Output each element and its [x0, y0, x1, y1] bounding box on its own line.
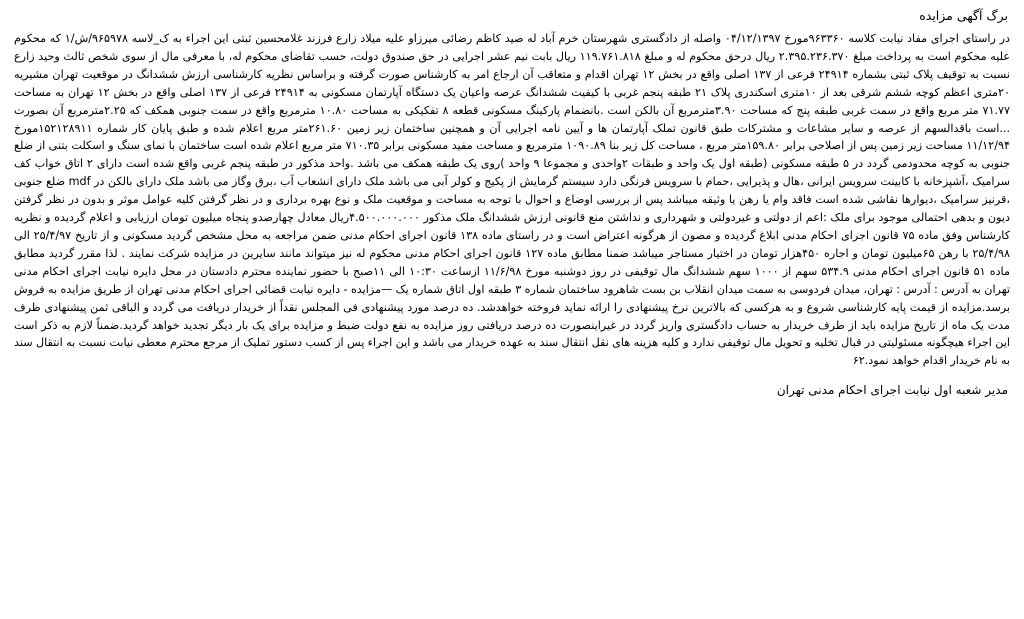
signature-line: مدیر شعبه اول نیابت اجرای احکام مدنی تهران [776, 383, 1008, 398]
notice-title: برگ آگهی مزایده [919, 8, 1008, 23]
notice-body-text: در راستای اجرای مفاد نیابت کلاسه ۹۶۳۳۶۰مورخ ۰۴/۱۲/۱۳۹۷ واصله از دادگستری شهرستان خرم آباد له صید کاظم رضائی میرزاو علیه میلاد زارع فرزند غلامحسین ثبتی این اجراء به ک_لاسه ۹۶۵۹۷۸/ش/۱ که محکوم علیه محکوم است به پرداخت مبلغ ۲.۳۹۵.۲۳۶.۳۷۰ ریال درحق محکوم له و مبلغ ۱۱۹.۷۶۱.۸۱۸ ریال بابت نیم عشر اجرایی در حق صندوق دولت، حسب تقاضای محکوم له، با معرفی مال از سوی شخص ثالث وحید زارع نسبت به توقیف پلاک ثبتی بشماره ۲۴۹۱۴ فرعی از ۱۳۷ اصلی واقع در بخش ۱۲ تهران اقدام و متعاقب آن ارجاع امر به کارشناس صورت گرفته و براساس نظریه کارشناسی ارزش ششدانگ در موقعیت تهران مشیریه ۲۰متری اعظم کوچه ششم شرقی بعد از ۱۰متری اسکندری پلاک ۲۱ طبقه پنجم غربی با کیفیت ششدانگ عرصه واعیان یک دستگاه آپارتمان مسکونی به ۲۴۹۱۴ فرعی از ۱۳۷ اصلی واقع در بخش ۱۲ تهران به مساحت ۷۱.۷۷ متر مربع واقع در سمت غربی طبقه پنج که مساحت ۳.۹۰مترمربع آن بالکن است .بانضمام پارکینگ مسکونی قطعه ۸ تفکیکی به مساحت ۱۰.۸۰ مترمربع واقع در سمت جنوبی همکف که ۲.۲۵مترمربع آن بصورت ...است باقدالسهم از عرصه و سایر مشاعات و مشترکات طبق قانون تملک آپارتمان ها و آیین نامه اجرایی آن و همچنین ساختمان زیر زمین ۲۶۱.۶۰متر مربع اعلام شده و طبق پایان کار شماره ۱۵۲۱۲۸۹۱۱مورخ ۱۱/۱۲/۹۴ مساحت زیر زمین پس از اصلاحی برابر ۱۵۹.۸۰متر مربع ، مساحت کل زیر بنا ۱۰۹۰.۸۹ مترمربع و مساحت مفید مسکونی برابر ۷۱۰.۳۵ متر مربع اعلام شده است ساختمان با نمای سنگ و اسکلت بتنی از ضلع جنوبی به کوچه محدودمی گردد در ۵ طبقه مسکونی (طبقه اول یک واحد و طبقات ۲واحدی و مجموعا ۹ واحد )روی یک طبقه همکف می باشد .واحد مذکور در طبقه پنجم غربی واقع شده است دارای ۲ اتاق خواب کف سرامیک ،آشپزخانه با کابینت سرویس ایرانی ،هال و پذیرایی ،حمام با سرویس فرنگی دارد سیستم گرمایش از پکیج و کولر آبی می باشد ملک دارای انشعاب آب ،برق وگاز می باشد ملک دارای بالکن در mdf ضلع جنوبی ،قرنیز سرامیک ،دیوارها نقاشی شده است فاقد وام یا رهن یا وثیقه میباشد پس از بررسی اوضاع و احوال با توجه به مساحت و موقعیت ملک و نوع بهره برداری و در نظر گرفتن کلیه عوامل موثر و بدون در نظر گرفتن دیون و بدهی احتمالی موجود برای ملک :اعم از دولتی و غیردولتی و شهرداری و نداشتن منع قانونی ارزش ششدانگ ملک مذکور ۴.۵۰۰.۰۰۰.۰۰۰ریال معادل چهارصدو پنجاه میلیون تومان ارزیابی و اعلام گردیده و نظریه کارشناس وفق ماده ۷۵ قانون اجرای احکام مدنی ابلاغ گردیده و مصون از هرگونه اعتراض است و در راستای ماده ۱۳۸ قانون اجرای احکام مدنی ضمن مراجعه به محل مشخص گردید مسکونی و از تاریخ ۲۵/۴/۹۷ الی ۲۵/۴/۹۸ با رهن ۶۵میلیون تومان و اجاره ۴۵۰هزار تومان در اختیار مستاجر میباشد ضمنا مطابق ماده ۱۲۷ قانون اجرای احکام مدنی محکوم له نیز میتواند مانند سایرین در مزایده شرکت نمایند . لذا مقرر گردید مطابق ماده ۵۱ قانون اجرای احکام مدنی ۵۳۴.۹ سهم از ۱۰۰۰ سهم ششدانگ مال توقیفی در روز دوشنبه مورخ ۱۱/۶/۹۸ ازساعت ۱۰:۳۰ الی ۱۱صبح با حضور نماینده محترم دادستان در محل دایره نیابت اجرای احکام مدنی تهران به آدرس : آدرس : تهران، میدان فردوسی به سمت میدان انقلاب بن بست شاهرود ساختمان شماره ۳ طبقه اول اتاق شماره یک —مزایده - دایره نیابت قضائی اجرای احکام مدنی تهران از طریق مزایده به فروش برسد.مزایده از قیمت پایه کارشناسی شروع و به هرکسی که بالاترین نرخ پیشنهادی را ارائه نماید فروخته خواهدشد. ده درصد مورد پیشنهادی فی المجلس نقداً از خریدار دریافت می گردد و الباقی ثمن پیشنهادی ظرف مدت یک ماه از تاریخ مزایده باید از طرف خریدار به حساب دادگستری واریز گردد در غیراینصورت ده درصد دریافتی روز مزایده به نفع دولت ضبط و مزایده برای یک بار دیگر تجدید خواهد گردید.ضمناً لازم به ذکر است این اجراء هیچگونه مسئولیتی در قبال تخلیه و تحویل مال توقیفی ندارد و کلیه هزینه های نقل انتقال سند به عهده خریدار می باشد و این اجراء پس از کسب دستور تملیک از مرجع محترم معطی نیابت نسبت به انتقال سند به نام خریدار اقدام خواهد نمود.۶۲ [14, 32, 1011, 368]
